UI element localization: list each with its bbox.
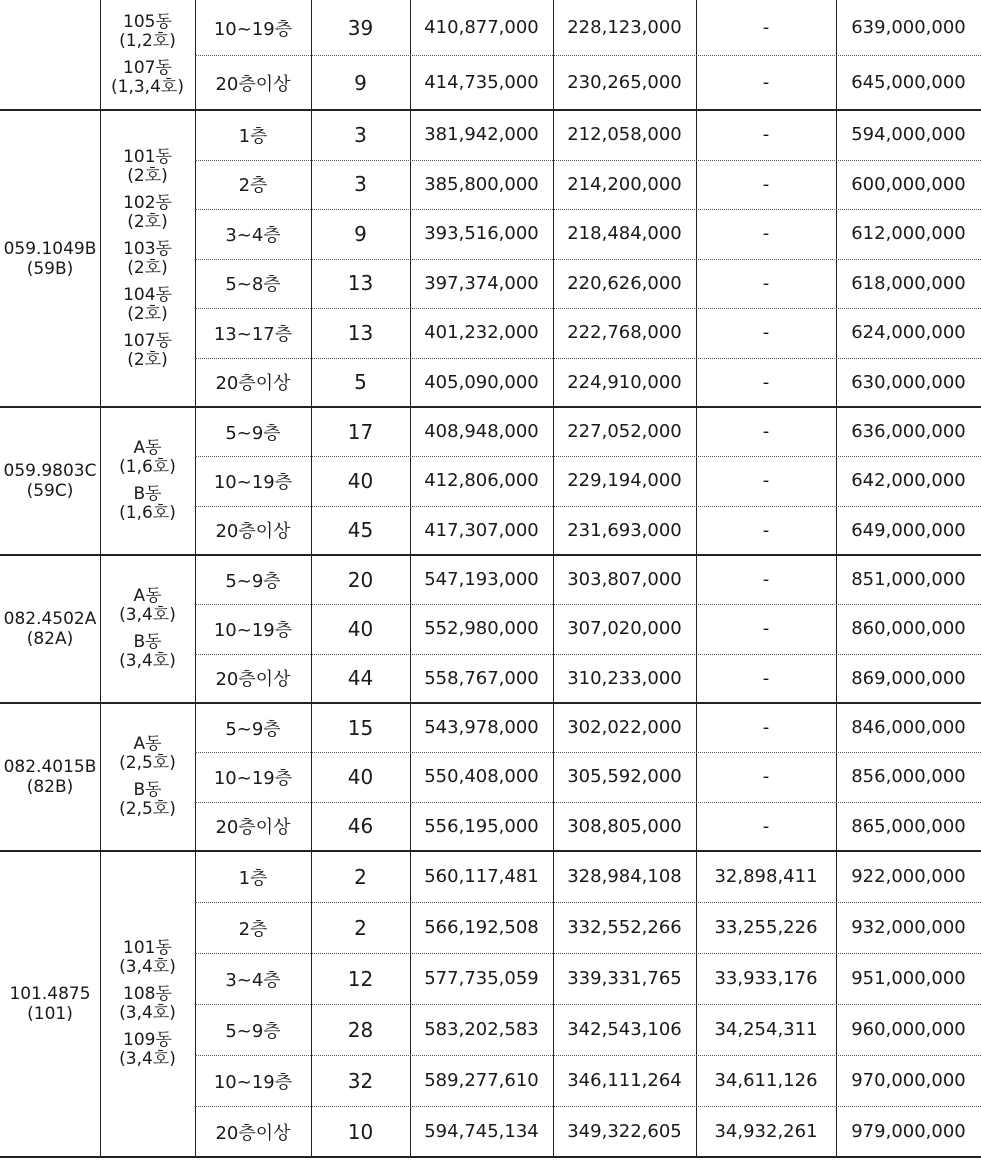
land-price-cell: 393,516,000 xyxy=(424,223,539,245)
building-dong: B동 xyxy=(133,484,162,504)
building-price-cell: 339,331,765 xyxy=(567,968,682,989)
floor-range-cell: 20층이상 xyxy=(215,373,291,395)
total-price-cell: 624,000,000 xyxy=(851,322,966,344)
land-price-cell: 583,202,583 xyxy=(424,1019,539,1040)
building-price-cell: 349,322,605 xyxy=(567,1121,682,1142)
vat-cell: - xyxy=(762,371,770,393)
vat-cell: 33,255,226 xyxy=(714,917,818,938)
land-price-cell: 401,232,000 xyxy=(424,322,539,344)
building-price-cell: 228,123,000 xyxy=(567,17,682,38)
land-price-cell: 410,877,000 xyxy=(424,17,539,38)
floor-range-cell: 2층 xyxy=(238,918,268,940)
row-divider xyxy=(195,358,981,359)
floor-range-cell: 20층이상 xyxy=(215,73,291,95)
unit-count-cell: 12 xyxy=(347,966,374,991)
building-price-cell: 307,020,000 xyxy=(567,618,682,640)
row-divider xyxy=(195,259,981,260)
floor-range-cell: 1층 xyxy=(238,125,268,147)
total-price-cell: 642,000,000 xyxy=(851,470,966,492)
building-price-cell: 346,111,264 xyxy=(567,1070,682,1091)
land-price-cell: 560,117,481 xyxy=(424,866,539,887)
building-entry xyxy=(119,485,176,523)
unit-type-cell xyxy=(0,407,100,555)
building-group-cell xyxy=(100,407,195,555)
land-price-cell: 385,800,000 xyxy=(424,173,539,195)
building-dong: A동 xyxy=(133,586,162,606)
building-entry xyxy=(119,587,176,625)
building-dong: 108동 xyxy=(123,984,172,1004)
vat-cell: - xyxy=(762,519,770,541)
building-price-cell: 231,693,000 xyxy=(567,519,682,541)
unit-type-short: (82A) xyxy=(26,629,74,649)
building-entry xyxy=(119,633,176,671)
row-divider xyxy=(195,1055,981,1056)
building-ho: (2호) xyxy=(127,349,168,370)
land-price-cell: 408,948,000 xyxy=(424,421,539,443)
building-ho: (2호) xyxy=(127,211,168,232)
unit-count-cell: 32 xyxy=(347,1068,374,1093)
building-ho: (3,4호) xyxy=(119,651,176,671)
unit-type-code: 059.1049B xyxy=(3,238,97,259)
unit-type-cell xyxy=(0,703,100,851)
building-group-cell xyxy=(100,703,195,851)
building-dong: B동 xyxy=(133,632,162,652)
building-ho: (1,3,4호) xyxy=(111,77,184,97)
unit-count-cell: 39 xyxy=(347,15,374,40)
floor-range-cell: 10~19층 xyxy=(213,767,293,789)
unit-type-code: 082.4502A xyxy=(3,609,97,629)
vat-cell: - xyxy=(762,618,770,640)
building-entry xyxy=(119,781,176,819)
vat-cell: 34,611,126 xyxy=(714,1070,818,1091)
total-price-cell: 630,000,000 xyxy=(851,371,966,393)
unit-type-code: 059.9803C xyxy=(3,461,97,481)
row-divider xyxy=(195,1106,981,1107)
floor-range-cell: 20층이상 xyxy=(215,1122,291,1144)
floor-range-cell: 20층이상 xyxy=(215,669,291,691)
vat-cell: 32,898,411 xyxy=(714,866,818,887)
total-price-cell: 618,000,000 xyxy=(851,272,966,294)
building-price-cell: 222,768,000 xyxy=(567,322,682,344)
vat-cell: - xyxy=(762,815,770,837)
building-ho: (2호) xyxy=(127,257,168,278)
total-price-cell: 846,000,000 xyxy=(851,717,966,739)
building-ho: (3,4호) xyxy=(119,957,176,977)
floor-range-cell: 20층이상 xyxy=(215,521,291,543)
vat-cell: - xyxy=(762,667,770,689)
total-price-cell: 979,000,000 xyxy=(851,1121,966,1142)
building-price-cell: 303,807,000 xyxy=(567,569,682,591)
row-divider xyxy=(195,456,981,457)
building-ho: (2호) xyxy=(127,303,168,324)
unit-type-cell xyxy=(0,555,100,703)
floor-range-cell: 5~9층 xyxy=(225,570,281,592)
total-price-cell: 612,000,000 xyxy=(851,223,966,245)
total-price-cell: 649,000,000 xyxy=(851,519,966,541)
total-price-cell: 639,000,000 xyxy=(851,17,966,38)
floor-range-cell: 5~8층 xyxy=(225,274,281,296)
row-divider xyxy=(195,604,981,605)
land-price-cell: 547,193,000 xyxy=(424,569,539,591)
land-price-cell: 577,735,059 xyxy=(424,968,539,989)
building-dong: 101동 xyxy=(123,146,172,167)
total-price-cell: 645,000,000 xyxy=(851,72,966,93)
land-price-cell: 552,980,000 xyxy=(424,618,539,640)
building-ho: (2,5호) xyxy=(119,799,176,819)
vat-cell: - xyxy=(762,173,770,195)
building-price-cell: 212,058,000 xyxy=(567,124,682,146)
unit-count-cell: 40 xyxy=(347,616,374,641)
total-price-cell: 851,000,000 xyxy=(851,569,966,591)
building-entry xyxy=(119,439,176,477)
vat-cell: - xyxy=(762,124,770,146)
building-ho: (1,2호) xyxy=(119,31,176,51)
land-price-cell: 556,195,000 xyxy=(424,815,539,837)
vat-cell: - xyxy=(762,470,770,492)
unit-count-cell: 46 xyxy=(347,814,374,839)
land-price-cell: 417,307,000 xyxy=(424,519,539,541)
row-divider xyxy=(195,902,981,903)
row-divider xyxy=(195,160,981,161)
floor-range-cell: 5~9층 xyxy=(225,422,281,444)
row-divider xyxy=(195,654,981,655)
row-divider xyxy=(195,308,981,309)
building-dong: 103동 xyxy=(123,238,172,259)
unit-type-code: 082.4015B xyxy=(3,757,97,777)
building-entry xyxy=(123,286,172,324)
unit-count-cell: 5 xyxy=(354,370,367,395)
vat-cell: - xyxy=(762,717,770,739)
row-divider xyxy=(195,752,981,753)
land-price-cell: 589,277,610 xyxy=(424,1070,539,1091)
total-price-cell: 636,000,000 xyxy=(851,421,966,443)
floor-range-cell: 1층 xyxy=(238,867,268,889)
building-entry xyxy=(111,59,184,97)
building-entry xyxy=(123,194,172,232)
building-entry xyxy=(119,1031,176,1069)
total-price-cell: 960,000,000 xyxy=(851,1019,966,1040)
unit-type-short: (59B) xyxy=(26,258,74,279)
building-dong: 104동 xyxy=(123,284,172,305)
building-price-cell: 302,022,000 xyxy=(567,717,682,739)
floor-range-cell: 13~17층 xyxy=(213,323,293,345)
building-price-cell: 220,626,000 xyxy=(567,272,682,294)
building-price-cell: 218,484,000 xyxy=(567,223,682,245)
row-divider xyxy=(195,55,981,56)
building-price-cell: 227,052,000 xyxy=(567,421,682,443)
vat-cell: - xyxy=(762,766,770,788)
vat-cell: - xyxy=(762,569,770,591)
unit-type-cell xyxy=(0,851,100,1157)
floor-range-cell: 3~4층 xyxy=(225,969,281,991)
building-ho: (1,6호) xyxy=(119,503,176,523)
vat-cell: 33,933,176 xyxy=(714,968,818,989)
building-group-cell xyxy=(100,555,195,703)
building-ho: (3,4호) xyxy=(119,605,176,625)
vat-cell: - xyxy=(762,272,770,294)
building-entry xyxy=(119,939,176,977)
floor-range-cell: 3~4층 xyxy=(225,224,281,246)
land-price-cell: 405,090,000 xyxy=(424,371,539,393)
building-price-cell: 229,194,000 xyxy=(567,470,682,492)
vat-cell: 34,932,261 xyxy=(714,1121,818,1142)
row-divider xyxy=(195,802,981,803)
total-price-cell: 922,000,000 xyxy=(851,866,966,887)
unit-type-cell xyxy=(0,110,100,407)
building-ho: (3,4호) xyxy=(119,1003,176,1023)
land-price-cell: 397,374,000 xyxy=(424,272,539,294)
building-ho: (1,6호) xyxy=(119,457,176,477)
building-dong: 107동 xyxy=(123,58,172,78)
floor-range-cell: 10~19층 xyxy=(213,619,293,641)
building-group-cell xyxy=(100,110,195,407)
land-price-cell: 558,767,000 xyxy=(424,667,539,689)
building-dong: 102동 xyxy=(123,192,172,213)
unit-type-cell xyxy=(0,0,100,110)
building-dong: 109동 xyxy=(123,1030,172,1050)
total-price-cell: 932,000,000 xyxy=(851,917,966,938)
building-price-cell: 310,233,000 xyxy=(567,667,682,689)
vat-cell: - xyxy=(762,17,770,38)
building-dong: 107동 xyxy=(123,330,172,351)
unit-type-short: (101) xyxy=(27,1004,73,1024)
unit-count-cell: 9 xyxy=(354,221,367,246)
total-price-cell: 865,000,000 xyxy=(851,815,966,837)
unit-count-cell: 2 xyxy=(354,864,367,889)
unit-count-cell: 3 xyxy=(354,172,367,197)
vat-cell: 34,254,311 xyxy=(714,1019,818,1040)
floor-range-cell: 10~19층 xyxy=(213,18,293,40)
floor-range-cell: 2층 xyxy=(238,175,268,197)
unit-count-cell: 17 xyxy=(347,419,374,444)
building-entry xyxy=(119,985,176,1023)
vat-cell: - xyxy=(762,72,770,93)
unit-count-cell: 40 xyxy=(347,764,374,789)
unit-count-cell: 13 xyxy=(347,271,374,296)
unit-type-short: (82B) xyxy=(26,777,74,797)
building-price-cell: 214,200,000 xyxy=(567,173,682,195)
row-divider xyxy=(195,209,981,210)
building-dong: B동 xyxy=(133,780,162,800)
vat-cell: - xyxy=(762,322,770,344)
total-price-cell: 869,000,000 xyxy=(851,667,966,689)
unit-count-cell: 40 xyxy=(347,468,374,493)
unit-count-cell: 28 xyxy=(347,1017,374,1042)
building-group-cell xyxy=(100,851,195,1157)
building-dong: A동 xyxy=(133,438,162,458)
unit-count-cell: 3 xyxy=(354,122,367,147)
building-price-cell: 305,592,000 xyxy=(567,766,682,788)
building-entry xyxy=(123,240,172,278)
total-price-cell: 970,000,000 xyxy=(851,1070,966,1091)
unit-count-cell: 15 xyxy=(347,715,374,740)
land-price-cell: 566,192,508 xyxy=(424,917,539,938)
building-dong: 105동 xyxy=(123,12,172,32)
unit-count-cell: 9 xyxy=(354,70,367,95)
building-price-cell: 224,910,000 xyxy=(567,371,682,393)
building-ho: (2호) xyxy=(127,165,168,186)
unit-type-short: (59C) xyxy=(26,481,74,501)
building-entry xyxy=(123,332,172,370)
vat-cell: - xyxy=(762,223,770,245)
unit-type-code: 101.4875 xyxy=(9,984,91,1004)
land-price-cell: 412,806,000 xyxy=(424,470,539,492)
unit-count-cell: 2 xyxy=(354,915,367,940)
building-entry xyxy=(119,13,176,51)
building-entry xyxy=(119,735,176,773)
land-price-cell: 543,978,000 xyxy=(424,717,539,739)
building-ho: (3,4호) xyxy=(119,1049,176,1069)
land-price-cell: 550,408,000 xyxy=(424,766,539,788)
unit-count-cell: 45 xyxy=(347,518,374,543)
total-price-cell: 594,000,000 xyxy=(851,124,966,146)
building-price-cell: 230,265,000 xyxy=(567,72,682,93)
building-group-cell xyxy=(100,0,195,110)
floor-range-cell: 20층이상 xyxy=(215,817,291,839)
total-price-cell: 600,000,000 xyxy=(851,173,966,195)
floor-range-cell: 5~9층 xyxy=(225,718,281,740)
row-divider xyxy=(195,506,981,507)
land-price-cell: 414,735,000 xyxy=(424,72,539,93)
building-price-cell: 342,543,106 xyxy=(567,1019,682,1040)
floor-range-cell: 10~19층 xyxy=(213,1071,293,1093)
total-price-cell: 860,000,000 xyxy=(851,618,966,640)
land-price-cell: 381,942,000 xyxy=(424,124,539,146)
building-price-cell: 308,805,000 xyxy=(567,815,682,837)
floor-range-cell: 5~9층 xyxy=(225,1020,281,1042)
building-price-cell: 328,984,108 xyxy=(567,866,682,887)
building-ho: (2,5호) xyxy=(119,753,176,773)
unit-count-cell: 13 xyxy=(347,320,374,345)
total-price-cell: 856,000,000 xyxy=(851,766,966,788)
row-divider xyxy=(195,953,981,954)
unit-count-cell: 20 xyxy=(347,567,374,592)
building-dong: A동 xyxy=(133,734,162,754)
unit-count-cell: 44 xyxy=(347,666,374,691)
unit-count-cell: 10 xyxy=(347,1119,374,1144)
total-price-cell: 951,000,000 xyxy=(851,968,966,989)
land-price-cell: 594,745,134 xyxy=(424,1121,539,1142)
row-divider xyxy=(195,1004,981,1005)
vat-cell: - xyxy=(762,421,770,443)
building-entry xyxy=(123,148,172,186)
floor-range-cell: 10~19층 xyxy=(213,471,293,493)
section-divider xyxy=(0,1156,981,1158)
building-price-cell: 332,552,266 xyxy=(567,917,682,938)
building-dong: 101동 xyxy=(123,938,172,958)
